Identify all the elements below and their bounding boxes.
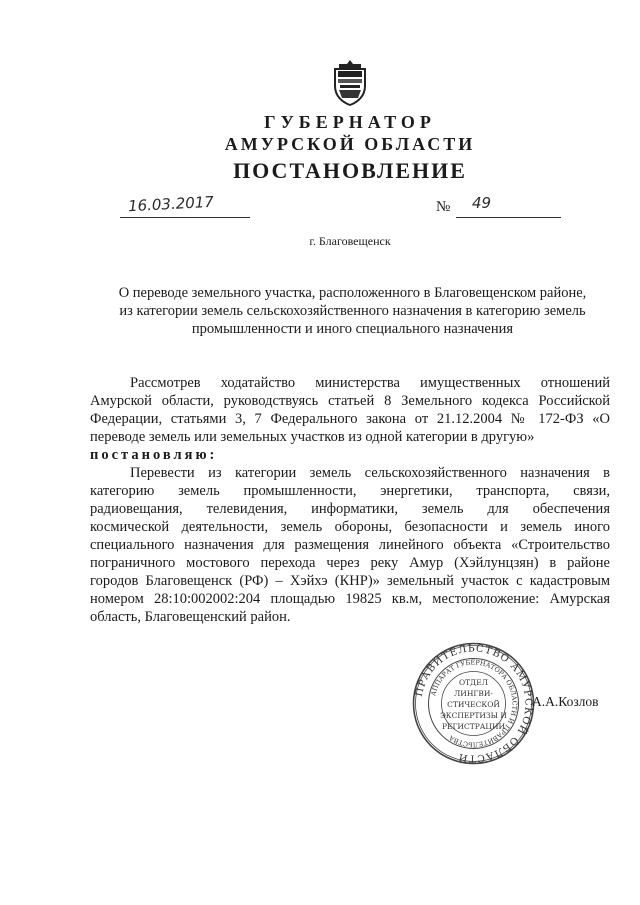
subject-line: из категории земель сельскохозяйственного назначения в категорию земель [119,303,586,319]
document-number: 49 [472,194,492,212]
decision-line: радиовещания, телевидения, информатики, земель для обеспечения [90,501,610,517]
document-date: 16.03.2017 [127,192,215,216]
region-title: АМУРСКОЙ ОБЛАСТИ [224,134,476,154]
subject-line: промышленности и иного специального назначения [191,321,514,337]
resolve-word: постановляю: [90,447,218,463]
decision-line: номером 28:10:002002:204 площадью 19825 кв.м, местоположение: Амурская [90,591,610,607]
seal-ring-text: ПРАВИТЕЛЬСТВО АМУРСКОЙ ОБЛАСТИ [413,643,534,764]
decision-line: городов Благовещенск (РФ) – Хэйхэ (КНР)» земельный участок с кадастровым [90,573,610,589]
decision-line: область, Благовещенский район. [90,609,291,625]
seal-center-line: СТИЧЕСКОЙ [447,700,500,709]
decision-line: специального назначения для размещения линейного объекта «Строительство [90,537,610,553]
document-subject [95,284,610,338]
seal-center-line: ЭКСПЕРТИЗЫ И [440,711,507,720]
subject-line: О переводе земельного участка, расположенного в Благовещенском районе, [118,285,587,301]
number-label: № [436,199,451,215]
document-body [90,374,610,626]
seal-center-line: ОТДЕЛ [459,678,488,687]
preamble-line: Рассмотрев ходатайство министерства имущественных отношений [130,375,610,391]
official-seal [411,641,536,766]
decision-line: Перевести из категории земель сельскохозяйственного назначения в [130,465,610,481]
preamble-line: переводе земель или земельных участков из одной категории в другую» [90,429,535,445]
decision-line: категорию земель промышленности, энергетики, транспорта, связи, [90,483,610,499]
governor-title: ГУБЕРНАТОР [264,112,436,132]
preamble-line: Амурской области, руководствуясь статьей 8 Земельного кодекса Российской [90,393,610,409]
city: г. Благовещенск [309,234,391,248]
decision-line: пограничного мостового перехода через реку Амур (Хэйлунцзян) в районе [90,555,610,571]
seal-center-line: ЛИНГВИ- [454,689,493,698]
signatory-name: А.А.Козлов [532,694,599,709]
seal-center-line: РЕГИСТРАЦИИ [441,722,506,731]
seal-inner-ring-text: АППАРАТ ГУБЕРНАТОРА ОБЛАСТИ И ПРАВИТЕЛЬСТВА [429,658,519,749]
coat-of-arms-icon [330,58,370,106]
preamble-line: Федерации, статьями 3, 7 Федерального закона от 21.12.2004 № 172-ФЗ «О [90,411,610,427]
decision-line: космической деятельности, земель обороны, безопасности и земель иного [90,519,610,535]
document-type: ПОСТАНОВЛЕНИЕ [233,158,467,183]
